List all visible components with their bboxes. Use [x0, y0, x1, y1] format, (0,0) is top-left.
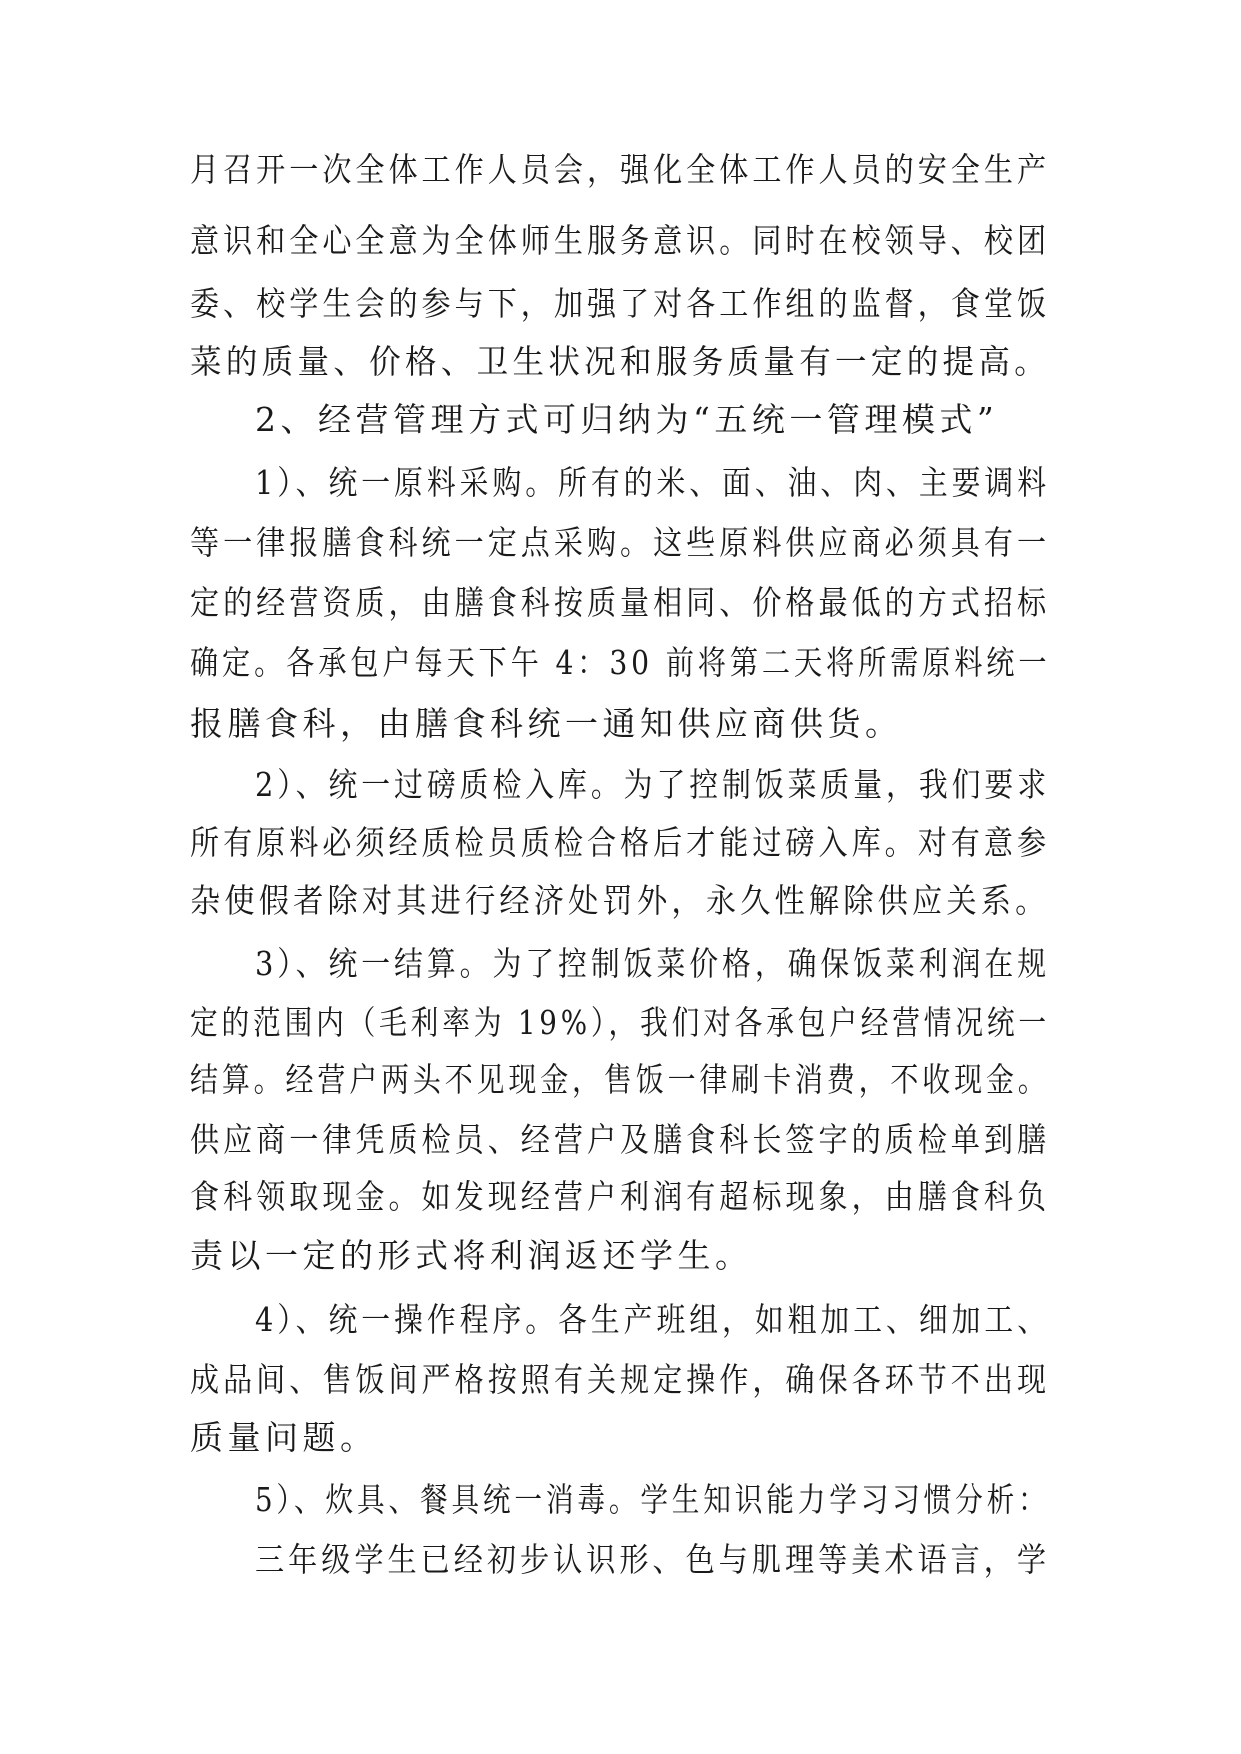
text-line: 5）、炊具、餐具统一消毒。学生知识能力学习习惯分析：: [255, 1480, 1050, 1519]
text-line: 杂使假者除对其进行经济处罚外，永久性解除供应关系。: [190, 881, 1050, 920]
text-line: 委、校学生会的参与下，加强了对各工作组的监督，食堂饭: [190, 284, 1051, 323]
text-line: 成品间、售饭间严格按照有关规定操作，确保各环节不出现: [190, 1360, 1051, 1399]
text-line: 4）、统一操作程序。各生产班组，如粗加工、细加工、: [255, 1300, 1051, 1339]
text-line: 三年级学生已经初步认识形、色与肌理等美术语言，学: [255, 1540, 1050, 1579]
text-line: 所有原料必须经质检员质检合格后才能过磅入库。对有意参: [190, 823, 1051, 862]
text-line: 月召开一次全体工作人员会，强化全体工作人员的安全生产: [190, 150, 1051, 189]
text-line: 2）、统一过磅质检入库。为了控制饭菜质量，我们要求: [255, 765, 1051, 804]
text-line: 等一律报膳食科统一定点采购。这些原料供应商必须具有一: [190, 523, 1051, 562]
text-line: 供应商一律凭质检员、经营户及膳食科长签字的质检单到膳: [190, 1120, 1051, 1159]
text-line: 意识和全心全意为全体师生服务意识。同时在校领导、校团: [190, 221, 1051, 260]
text-line: 定的范围内（毛利率为 19%），我们对各承包户经营情况统一: [190, 1003, 1050, 1042]
text-line: 结算。经营户两头不见现金，售饭一律刷卡消费，不收现金。: [190, 1060, 1050, 1099]
text-line: 定的经营资质，由膳食科按质量相同、价格最低的方式招标: [190, 583, 1051, 622]
text-line: 报膳食科，由膳食科统一通知供应商供货。: [190, 704, 903, 743]
text-line: 3）、统一结算。为了控制饭菜价格，确保饭菜利润在规: [255, 944, 1051, 983]
text-line: 2、经营管理方式可归纳为“五统一管理模式”: [255, 400, 999, 439]
text-line: 食科领取现金。如发现经营户利润有超标现象，由膳食科负: [190, 1177, 1051, 1216]
text-line: 菜的质量、价格、卫生状况和服务质量有一定的提高。: [190, 342, 1051, 381]
text-line: 确定。各承包户每天下午 4：30 前将第二天将所需原料统一: [190, 643, 1051, 682]
text-line: 责以一定的形式将利润返还学生。: [190, 1236, 753, 1275]
text-line: 1）、统一原料采购。所有的米、面、油、肉、主要调料: [255, 463, 1051, 502]
text-line: 质量问题。: [190, 1418, 378, 1457]
